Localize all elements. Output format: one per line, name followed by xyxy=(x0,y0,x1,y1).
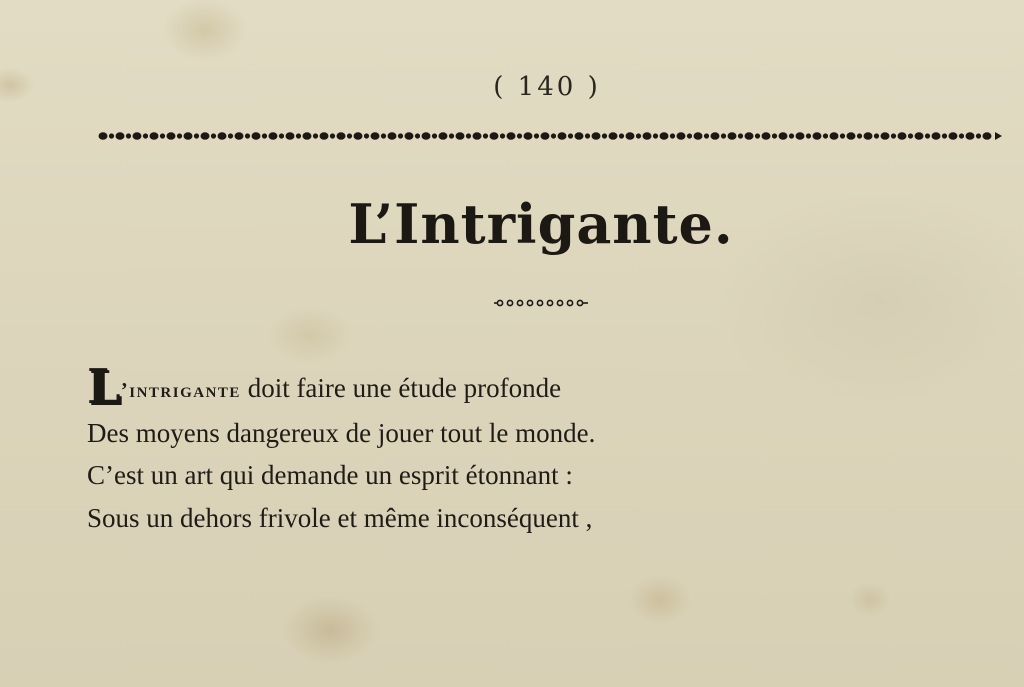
verse-line: Des moyens dangereux de jouer tout le monde. xyxy=(87,417,596,448)
drop-cap: L xyxy=(87,359,121,415)
poem-title: L’Intrigante. xyxy=(348,192,734,256)
verse-line: C’est un art qui demande un esprit étonnant : xyxy=(87,460,573,491)
verse-line: Sous un dehors frivole et même inconséquent , xyxy=(87,503,593,534)
small-caps-word: ’intrigante xyxy=(120,378,241,402)
verse-line-rest: doit faire une étude profonde xyxy=(240,373,562,403)
verse-line xyxy=(87,359,595,415)
ornamental-rule-icon xyxy=(95,129,1003,143)
poem-stanza xyxy=(87,359,596,540)
small-ornament-icon xyxy=(494,297,594,309)
page-number: ( 140 ) xyxy=(493,72,601,102)
